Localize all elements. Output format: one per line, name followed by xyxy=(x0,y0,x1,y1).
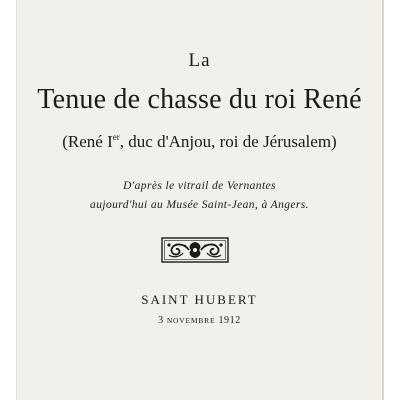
subtitle-post: , duc d'Anjou, roi de Jérusalem) xyxy=(119,132,337,151)
date-day: 3 xyxy=(158,315,164,326)
date-line xyxy=(17,315,382,326)
source-line-2: aujourd'hui au Musée Saint-Jean, à Angers. xyxy=(90,199,309,211)
date-month: NOVEMBRE xyxy=(166,316,216,325)
date-year: 1912 xyxy=(218,315,241,326)
place-line: SAINT HUBERT xyxy=(141,292,258,307)
page-title: Tenue de chasse du roi René xyxy=(37,84,362,115)
floral-vignette-icon xyxy=(161,237,229,263)
subtitle-pre: (René I xyxy=(62,132,113,151)
book-page xyxy=(16,0,384,400)
subtitle-superscript: er xyxy=(112,132,120,142)
source-line-1: D'après le vitrail de Vernantes xyxy=(123,180,276,192)
subtitle xyxy=(17,132,382,152)
title-article: La xyxy=(188,50,211,71)
